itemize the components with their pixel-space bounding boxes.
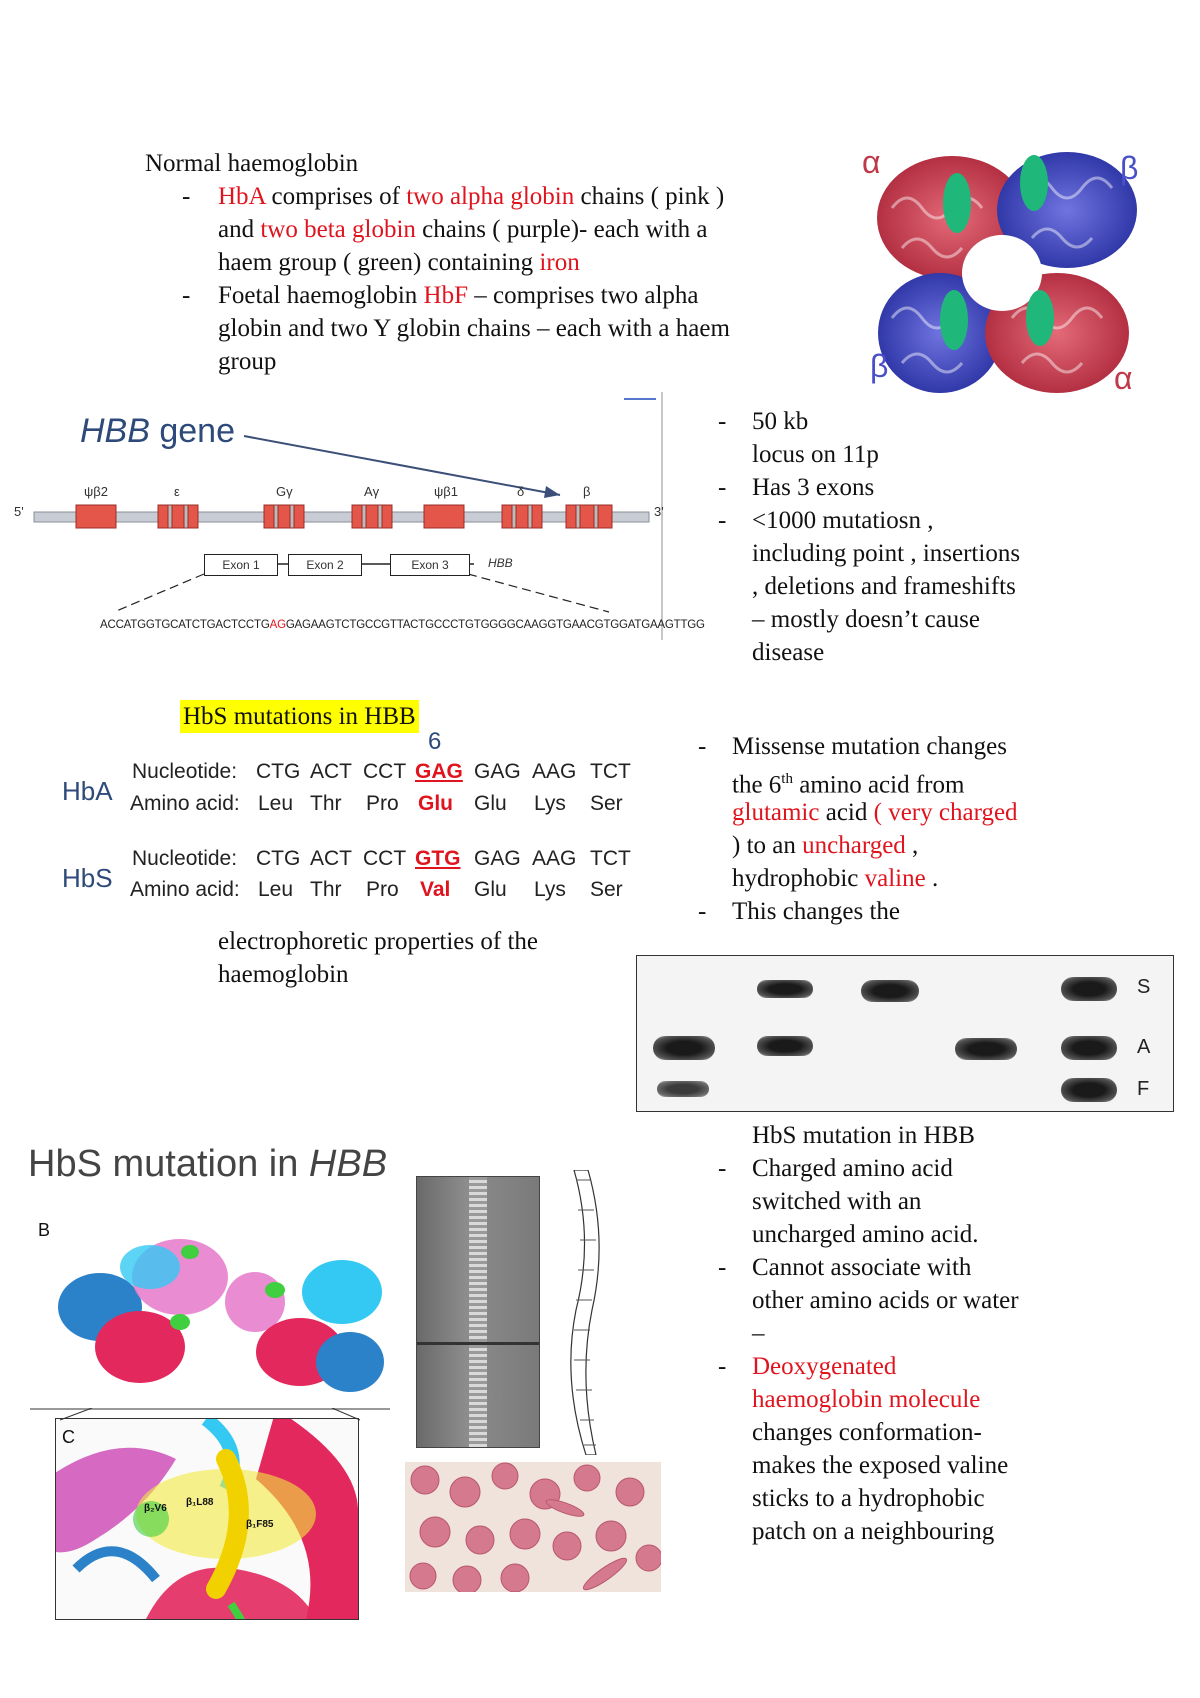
text: – comprises two alpha [468,282,699,309]
seq-mutation: AG [269,619,286,631]
codon: ACT [310,760,352,783]
missense-line [732,796,1018,829]
codon: TCT [590,847,631,870]
amino-acid: Lys [534,792,566,815]
codon: ACT [310,847,352,870]
gene-label: ε [174,484,180,499]
figure-title [28,1143,387,1186]
missense-line: This changes the [732,898,901,925]
right-title: HbS mutation in HBB [752,1122,975,1149]
amino-acid: Glu [474,792,507,815]
electrophoretic-line: haemoglobin [218,961,349,988]
hba-term: HbA [218,183,266,210]
text: , [905,832,919,859]
locus-line: 50 kb [752,408,809,435]
codon: AAG [532,760,577,783]
hbs-structure-c-image [55,1418,359,1620]
amino-acid: Pro [366,878,399,901]
codon: CCT [363,847,407,870]
figure-title-text: HbS mutation in [28,1143,309,1185]
fiber-model-image [564,1170,604,1455]
text: comprises of [265,183,407,210]
gel-label-f: F [1137,1078,1150,1100]
bullet: - [182,282,191,309]
hbs-label: HbS [62,863,113,893]
beta-term: two beta globin [260,216,416,243]
bullet: - [718,474,727,501]
amino-acid: Ser [590,878,623,901]
locus-line: locus on 11p [752,441,879,468]
beta-label: β [870,348,889,384]
gel-band [1061,1036,1117,1060]
codon: CTG [256,760,301,783]
locus-line: Has 3 exons [752,474,875,501]
gel-band [1061,1078,1117,1102]
divider [417,1342,539,1345]
valine-term: valine [864,865,926,892]
text: chains ( purple)- each with a [415,216,708,243]
hbb-gene-diagram [14,392,705,642]
text: chains ( pink ) [574,183,725,210]
gel-band [955,1038,1017,1060]
hemoglobin-structure-image [862,144,1152,403]
fiber-strand [469,1177,487,1447]
locus-line: , deletions and frameshifts [752,573,1016,600]
hbf-term: HbF [423,282,468,309]
amino-acid: Thr [310,792,342,815]
glutamic-term: glutamic [732,799,820,826]
right-line: – [752,1320,765,1347]
text: hydrophobic [732,865,865,892]
gene-label: ψβ2 [84,484,108,499]
gene-label: ψβ1 [434,484,458,499]
gel-band [653,1036,715,1060]
five-prime-label: 5' [14,504,24,519]
fiber-micrograph-image [416,1176,540,1448]
amino-label: Amino acid: [130,792,240,815]
gene-label: β [583,484,591,499]
right-line: changes conformation- [752,1419,982,1446]
three-prime-label: 3' [654,504,664,519]
gene-label: Gγ [276,484,293,499]
exon-box: Exon 1 [204,554,278,576]
missense-line [732,829,918,862]
nucleotide-label: Nucleotide: [132,847,238,870]
locus-line: including point , insertions [752,540,1021,567]
locus-line: – mostly doesn’t cause [752,606,980,633]
amino-acid: Thr [310,878,342,901]
mutated-amino-acid: Val [420,878,451,901]
text: Foetal haemoglobin [218,282,424,309]
bullet: - [718,507,727,534]
right-line: Cannot associate with [752,1254,972,1281]
bullet: - [698,898,707,925]
alpha-term: two alpha globin [406,183,575,210]
text: amino acid from [792,771,965,799]
right-line: makes the exposed valine [752,1452,1009,1479]
dna-sequence [100,619,705,631]
text: ) to an [732,832,803,859]
seq-part: ACCATGGTGCATCTGACTCCTG [100,619,270,631]
hbs-structure-b-image [30,1212,390,1412]
alpha-label: α [862,144,881,180]
amino-acid: Lys [534,878,566,901]
gene-title-italic: HBB [80,412,150,450]
bullet: - [698,733,707,760]
gene-label: Aγ [364,484,380,499]
charged-term: ( very charged [867,799,1018,826]
gel-band [657,1081,709,1097]
codon: CTG [256,847,301,870]
amino-label: Amino acid: [130,878,240,901]
right-line-highlight: Deoxygenated [752,1353,897,1380]
hbb-label: HBB [488,556,513,570]
bullet: - [182,183,191,210]
panel-c-label: C [62,1427,75,1447]
hbs-heading: HbS mutations in HBB [180,700,419,733]
codon: TCT [590,760,631,783]
hbf-line-2: globin and two Y globin chains – each with a haem [218,315,730,342]
hba-label: HbA [62,776,113,806]
amino-acid: Glu [474,878,507,901]
missense-line [732,862,938,895]
uncharged-term: uncharged [802,832,906,859]
amino-acid: Ser [590,792,623,815]
bullet: - [718,1254,727,1281]
exon-box: Exon 3 [390,554,470,576]
superscript: th [781,771,793,787]
gel-band [757,980,813,998]
bullet: - [718,1353,727,1380]
codon: GAG [474,760,521,783]
gel-label-s: S [1137,976,1151,998]
gene-label: δ [517,484,525,499]
residue-label: β₁F85 [246,1519,274,1530]
position-six: 6 [428,728,442,755]
mutated-amino-acid: Glu [418,792,453,815]
normal-title: Normal haemoglobin [145,150,359,177]
hba-line-1 [218,180,724,213]
gel-label-a: A [1137,1036,1151,1058]
amino-acid: Leu [258,792,294,815]
right-line: other amino acids or water [752,1287,1019,1314]
bullet: - [718,1155,727,1182]
mutated-codon: GAG [415,760,463,783]
exon-box: Exon 2 [288,554,362,576]
alpha-label: α [1114,360,1133,396]
iron-term: iron [539,249,580,276]
hba-line-3 [218,246,580,279]
bullet: - [718,408,727,435]
amino-acid: Leu [258,878,294,901]
nucleotide-label: Nucleotide: [132,760,238,783]
missense-line: Missense mutation changes [732,733,1007,760]
text: haem group ( green) containing [218,249,540,276]
right-line-highlight: haemoglobin molecule [752,1386,981,1413]
right-line: patch on a neighbouring [752,1518,995,1545]
residue-label: β₁L88 [186,1497,214,1508]
sequence-comparison [60,728,650,918]
panel-b-label: B [38,1220,51,1240]
blood-smear-image [405,1462,661,1592]
right-line: switched with an [752,1188,922,1215]
amino-acid: Pro [366,792,399,815]
mutated-codon: GTG [415,847,461,870]
hbf-line-3: group [218,348,277,375]
text: acid [819,799,868,826]
gel-band [861,980,919,1002]
gene-title-rest: gene [149,412,236,450]
gel-band [757,1036,813,1056]
right-line: sticks to a hydrophobic [752,1485,985,1512]
hba-line-2 [218,213,707,246]
hbf-line-1 [218,279,699,312]
beta-label: β [1120,150,1139,186]
right-line: Charged amino acid [752,1155,953,1182]
right-line: uncharged amino acid. [752,1221,979,1248]
residue-label: β₂V6 [144,1503,167,1514]
codon: GAG [474,847,521,870]
codon: AAG [532,847,577,870]
figure-title-italic: HBB [308,1143,388,1185]
locus-line: disease [752,639,825,666]
gel-band [1061,977,1117,1001]
gel-electrophoresis-image [636,955,1174,1112]
text: the 6 [732,771,782,799]
text: . [925,865,939,892]
seq-part: GAGAAGTCTGCCGTTACTGCCCTGTGGGGCAAGGTGAACGTGGATGAAGTTGG [285,619,705,631]
text: and [218,216,261,243]
electrophoretic-line: electrophoretic properties of the [218,928,538,955]
codon: CCT [363,760,407,783]
locus-line: <1000 mutatiosn , [752,507,934,534]
